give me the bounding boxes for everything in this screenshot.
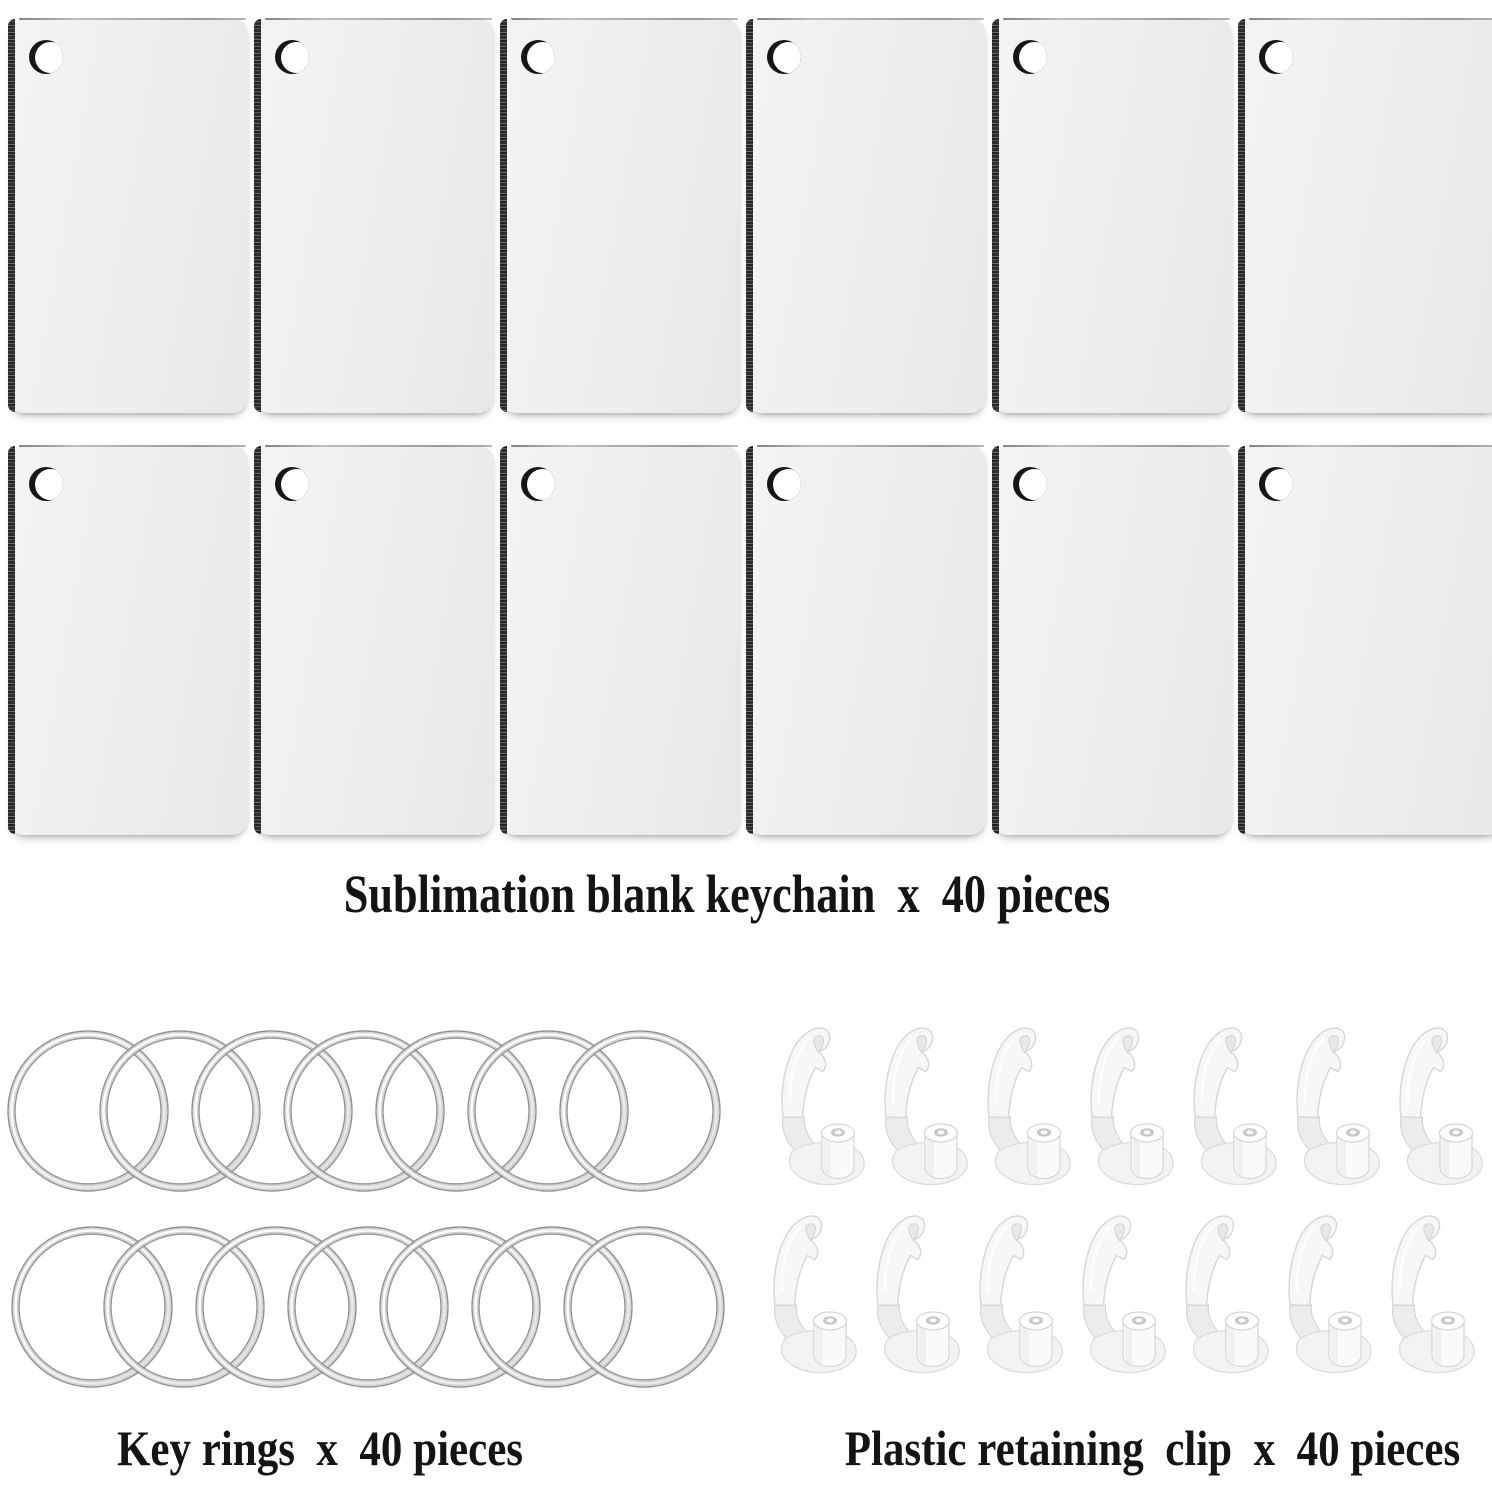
- board-top-edge: [1249, 18, 1492, 20]
- retaining-clip: [1194, 1028, 1276, 1184]
- board-top-edge: [265, 18, 492, 20]
- hang-hole: [275, 467, 309, 501]
- keychain-blank: [500, 445, 740, 835]
- clips-row-1: [762, 1022, 1492, 1194]
- board-top-edge: [511, 18, 738, 20]
- board-edge: [992, 19, 999, 412]
- key-ring: [468, 1031, 628, 1191]
- key-rings-row-1: [4, 1024, 728, 1198]
- board-edge: [746, 19, 753, 412]
- hang-hole: [1013, 40, 1047, 74]
- retaining-clip: [1392, 1216, 1474, 1372]
- hang-hole: [1259, 467, 1293, 501]
- key-rings-row-2: [8, 1220, 732, 1394]
- board-edge: [8, 19, 15, 412]
- board-top-edge: [1249, 445, 1492, 447]
- clips-caption: Plastic retaining clip x 40 pieces: [844, 1420, 1461, 1476]
- keychain-blank: [1238, 445, 1492, 835]
- key-ring: [380, 1227, 540, 1387]
- board-top-edge: [511, 445, 738, 447]
- key-ring: [12, 1227, 172, 1387]
- retaining-clip: [1289, 1216, 1371, 1372]
- retaining-clip: [774, 1216, 856, 1372]
- retaining-clip: [885, 1028, 967, 1184]
- retaining-clip: [1400, 1028, 1482, 1184]
- keychain-blank: [254, 18, 494, 413]
- keychain-blank: [8, 445, 248, 835]
- retaining-clip: [877, 1216, 959, 1372]
- keychain-blank: [1238, 18, 1492, 413]
- retaining-clip: [1083, 1216, 1165, 1372]
- board-edge: [992, 446, 999, 834]
- keychain-blank: [746, 18, 986, 413]
- hang-hole: [521, 40, 555, 74]
- keychain-blank: [254, 445, 494, 835]
- board-top-edge: [19, 18, 246, 20]
- retaining-clip: [1091, 1028, 1173, 1184]
- key-ring: [8, 1031, 168, 1191]
- keychain-blank: [992, 18, 1232, 413]
- board-edge: [254, 446, 261, 834]
- key-ring: [472, 1227, 632, 1387]
- key-ring: [192, 1031, 352, 1191]
- board-edge: [500, 446, 507, 834]
- key-ring: [104, 1227, 264, 1387]
- hang-hole: [767, 467, 801, 501]
- clips-row-2: [754, 1210, 1484, 1382]
- board-edge: [8, 446, 15, 834]
- hang-hole: [1013, 467, 1047, 501]
- key-ring: [100, 1031, 260, 1191]
- keychain-caption: Sublimation blank keychain x 40 pieces: [343, 864, 1111, 924]
- key-ring: [284, 1031, 444, 1191]
- key-rings-caption: Key rings x 40 pieces: [116, 1420, 524, 1476]
- hang-hole: [275, 40, 309, 74]
- key-ring: [288, 1227, 448, 1387]
- retaining-clip: [980, 1216, 1062, 1372]
- retaining-clip: [988, 1028, 1070, 1184]
- retaining-clip: [1186, 1216, 1268, 1372]
- hang-hole: [29, 40, 63, 74]
- hang-hole: [29, 467, 63, 501]
- keychain-blank: [992, 445, 1232, 835]
- key-ring: [196, 1227, 356, 1387]
- retaining-clip: [782, 1028, 864, 1184]
- board-edge: [500, 19, 507, 412]
- retaining-clip: [1297, 1028, 1379, 1184]
- hang-hole: [1259, 40, 1293, 74]
- hang-hole: [767, 40, 801, 74]
- board-edge: [254, 19, 261, 412]
- keychain-blank: [500, 18, 740, 413]
- board-top-edge: [757, 445, 984, 447]
- board-edge: [1238, 19, 1245, 412]
- board-top-edge: [1003, 445, 1230, 447]
- board-top-edge: [757, 18, 984, 20]
- board-top-edge: [19, 445, 246, 447]
- board-edge: [746, 446, 753, 834]
- key-ring: [560, 1031, 720, 1191]
- board-top-edge: [1003, 18, 1230, 20]
- key-ring: [376, 1031, 536, 1191]
- keychain-blank: [8, 18, 248, 413]
- hang-hole: [521, 467, 555, 501]
- board-edge: [1238, 446, 1245, 834]
- key-ring: [564, 1227, 724, 1387]
- board-top-edge: [265, 445, 492, 447]
- keychain-blank: [746, 445, 986, 835]
